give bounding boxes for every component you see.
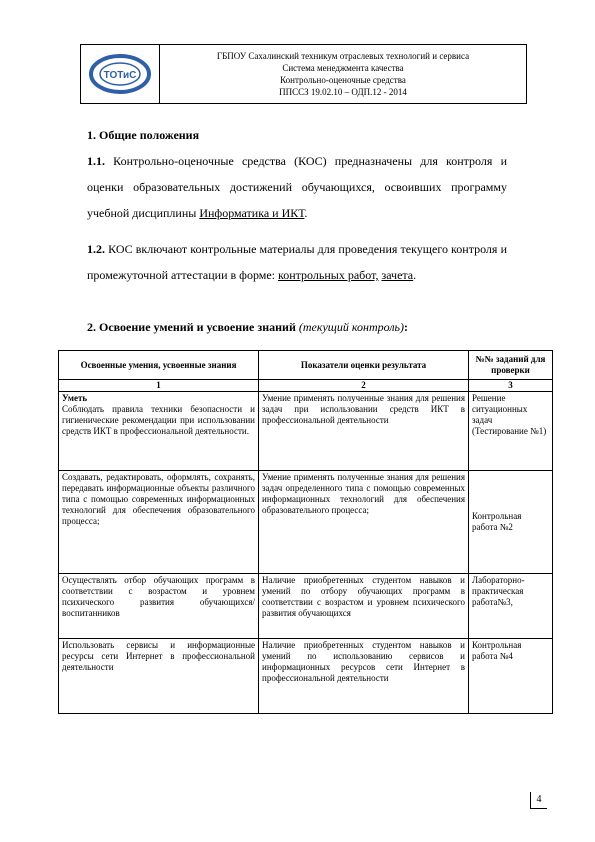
task-cell: Решение ситуационных задач (Тестирование №1) <box>469 392 553 471</box>
column-number-1: 1 <box>59 380 259 392</box>
section-1-title: 1. Общие положения <box>87 128 200 142</box>
skill-cell: Создавать, редактировать, оформлять, сохранять, передавать информационные объекты различного типа с помощью современных информационных технологий для обеспечения образовательного процесса; <box>59 471 259 574</box>
skill-text: Соблюдать правила техники безопасности и гигиенические рекомендации при использовании средств ИКТ в профессиональной деятельности. <box>62 404 255 436</box>
header-text <box>160 45 526 103</box>
column-number-3: 3 <box>469 380 553 392</box>
indicator-cell: Умение применять полученные знания для решения задач определенного типа с помощью современных информационных технологий для обеспечения образовательного процесса; <box>259 471 469 574</box>
header-line-code: ППССЗ 19.02.10 – ОДП.12 - 2014 <box>279 87 407 97</box>
paragraph-1-2-end: . <box>413 268 417 282</box>
form-credit: зачета <box>381 268 414 282</box>
header-line-org: ГБПОУ Сахалинский техникум отраслевых технологий и сервиса <box>216 51 470 61</box>
document-header <box>80 44 527 104</box>
logo-text: ТОТиС <box>103 70 137 81</box>
column-number-2: 2 <box>259 380 469 392</box>
table-row <box>59 574 553 639</box>
header-indicators: Показатели оценки результата <box>259 351 469 380</box>
paragraph-1-1 <box>87 148 507 226</box>
section-2-title-end: : <box>404 320 409 334</box>
skill-cell <box>59 392 259 471</box>
task-cell: Лабораторно-практическая работа№3, <box>469 574 553 639</box>
college-logo <box>88 53 152 95</box>
paragraph-1-1-number: 1.1. <box>87 154 105 168</box>
paragraph-1-2 <box>87 236 507 288</box>
skill-cell: Осуществлять отбор обучающих программ в соответствии с возрастом и уровнем психического развития обучающихся/воспитанников <box>59 574 259 639</box>
section-2-title-text: 2. Освоение умений и усвоение знаний <box>87 320 299 334</box>
table-row <box>59 392 553 471</box>
paragraph-1-2-number: 1.2. <box>87 242 105 256</box>
logo-cell <box>81 45 160 103</box>
form-control-works: контрольных работ, <box>278 268 379 282</box>
header-skills: Освоенные умения, усвоенные знания <box>59 351 259 380</box>
kos-table <box>58 350 553 714</box>
table-row <box>59 471 553 574</box>
page-number: 4 <box>530 792 547 809</box>
paragraph-1-2-text: КОС включают контрольные материалы для проведения текущего контроля и промежуточной аттестации в форме: <box>87 242 507 282</box>
table-number-row <box>59 380 553 392</box>
indicator-cell: Умение применять полученные знания для решения задач при использовании средств ИКТ в профессиональной деятельности <box>259 392 469 471</box>
table-header-row <box>59 351 553 380</box>
indicator-cell: Наличие приобретенных студентом навыков и умений по отбору обучающих программ в соответствии с возрастом и уровнем психического развития обучающихся <box>259 574 469 639</box>
task-cell: Контрольная работа №2 <box>469 471 553 574</box>
section-2-title <box>87 320 408 335</box>
paragraph-1-1-end: . <box>304 206 308 220</box>
discipline-name: Информатика и ИКТ <box>199 206 305 220</box>
header-tasks: №№ заданий для проверки <box>469 351 553 380</box>
section-2-title-italic: (текущий контроль) <box>298 320 405 334</box>
task-cell: Контрольная работа №4 <box>469 639 553 714</box>
skill-cell: Использовать сервисы и информационные ресурсы сети Интернет в профессиональной деятельности <box>59 639 259 714</box>
header-line-kos: Контрольно-оценочные средства <box>280 75 406 85</box>
header-line-system: Система менеджмента качества <box>282 63 404 73</box>
skill-heading: Уметь <box>62 393 88 403</box>
indicator-cell: Наличие приобретенных студентом навыков и умений по использованию сервисов и информационных ресурсов сети Интернет в профессиональной деятельности <box>259 639 469 714</box>
table-row <box>59 639 553 714</box>
paragraph-1-1-text: Контрольно-оценочные средства (КОС) предназначены для контроля и оценки образовательных достижений обучающихся, освоивших программу учебной дисциплины <box>87 154 507 220</box>
